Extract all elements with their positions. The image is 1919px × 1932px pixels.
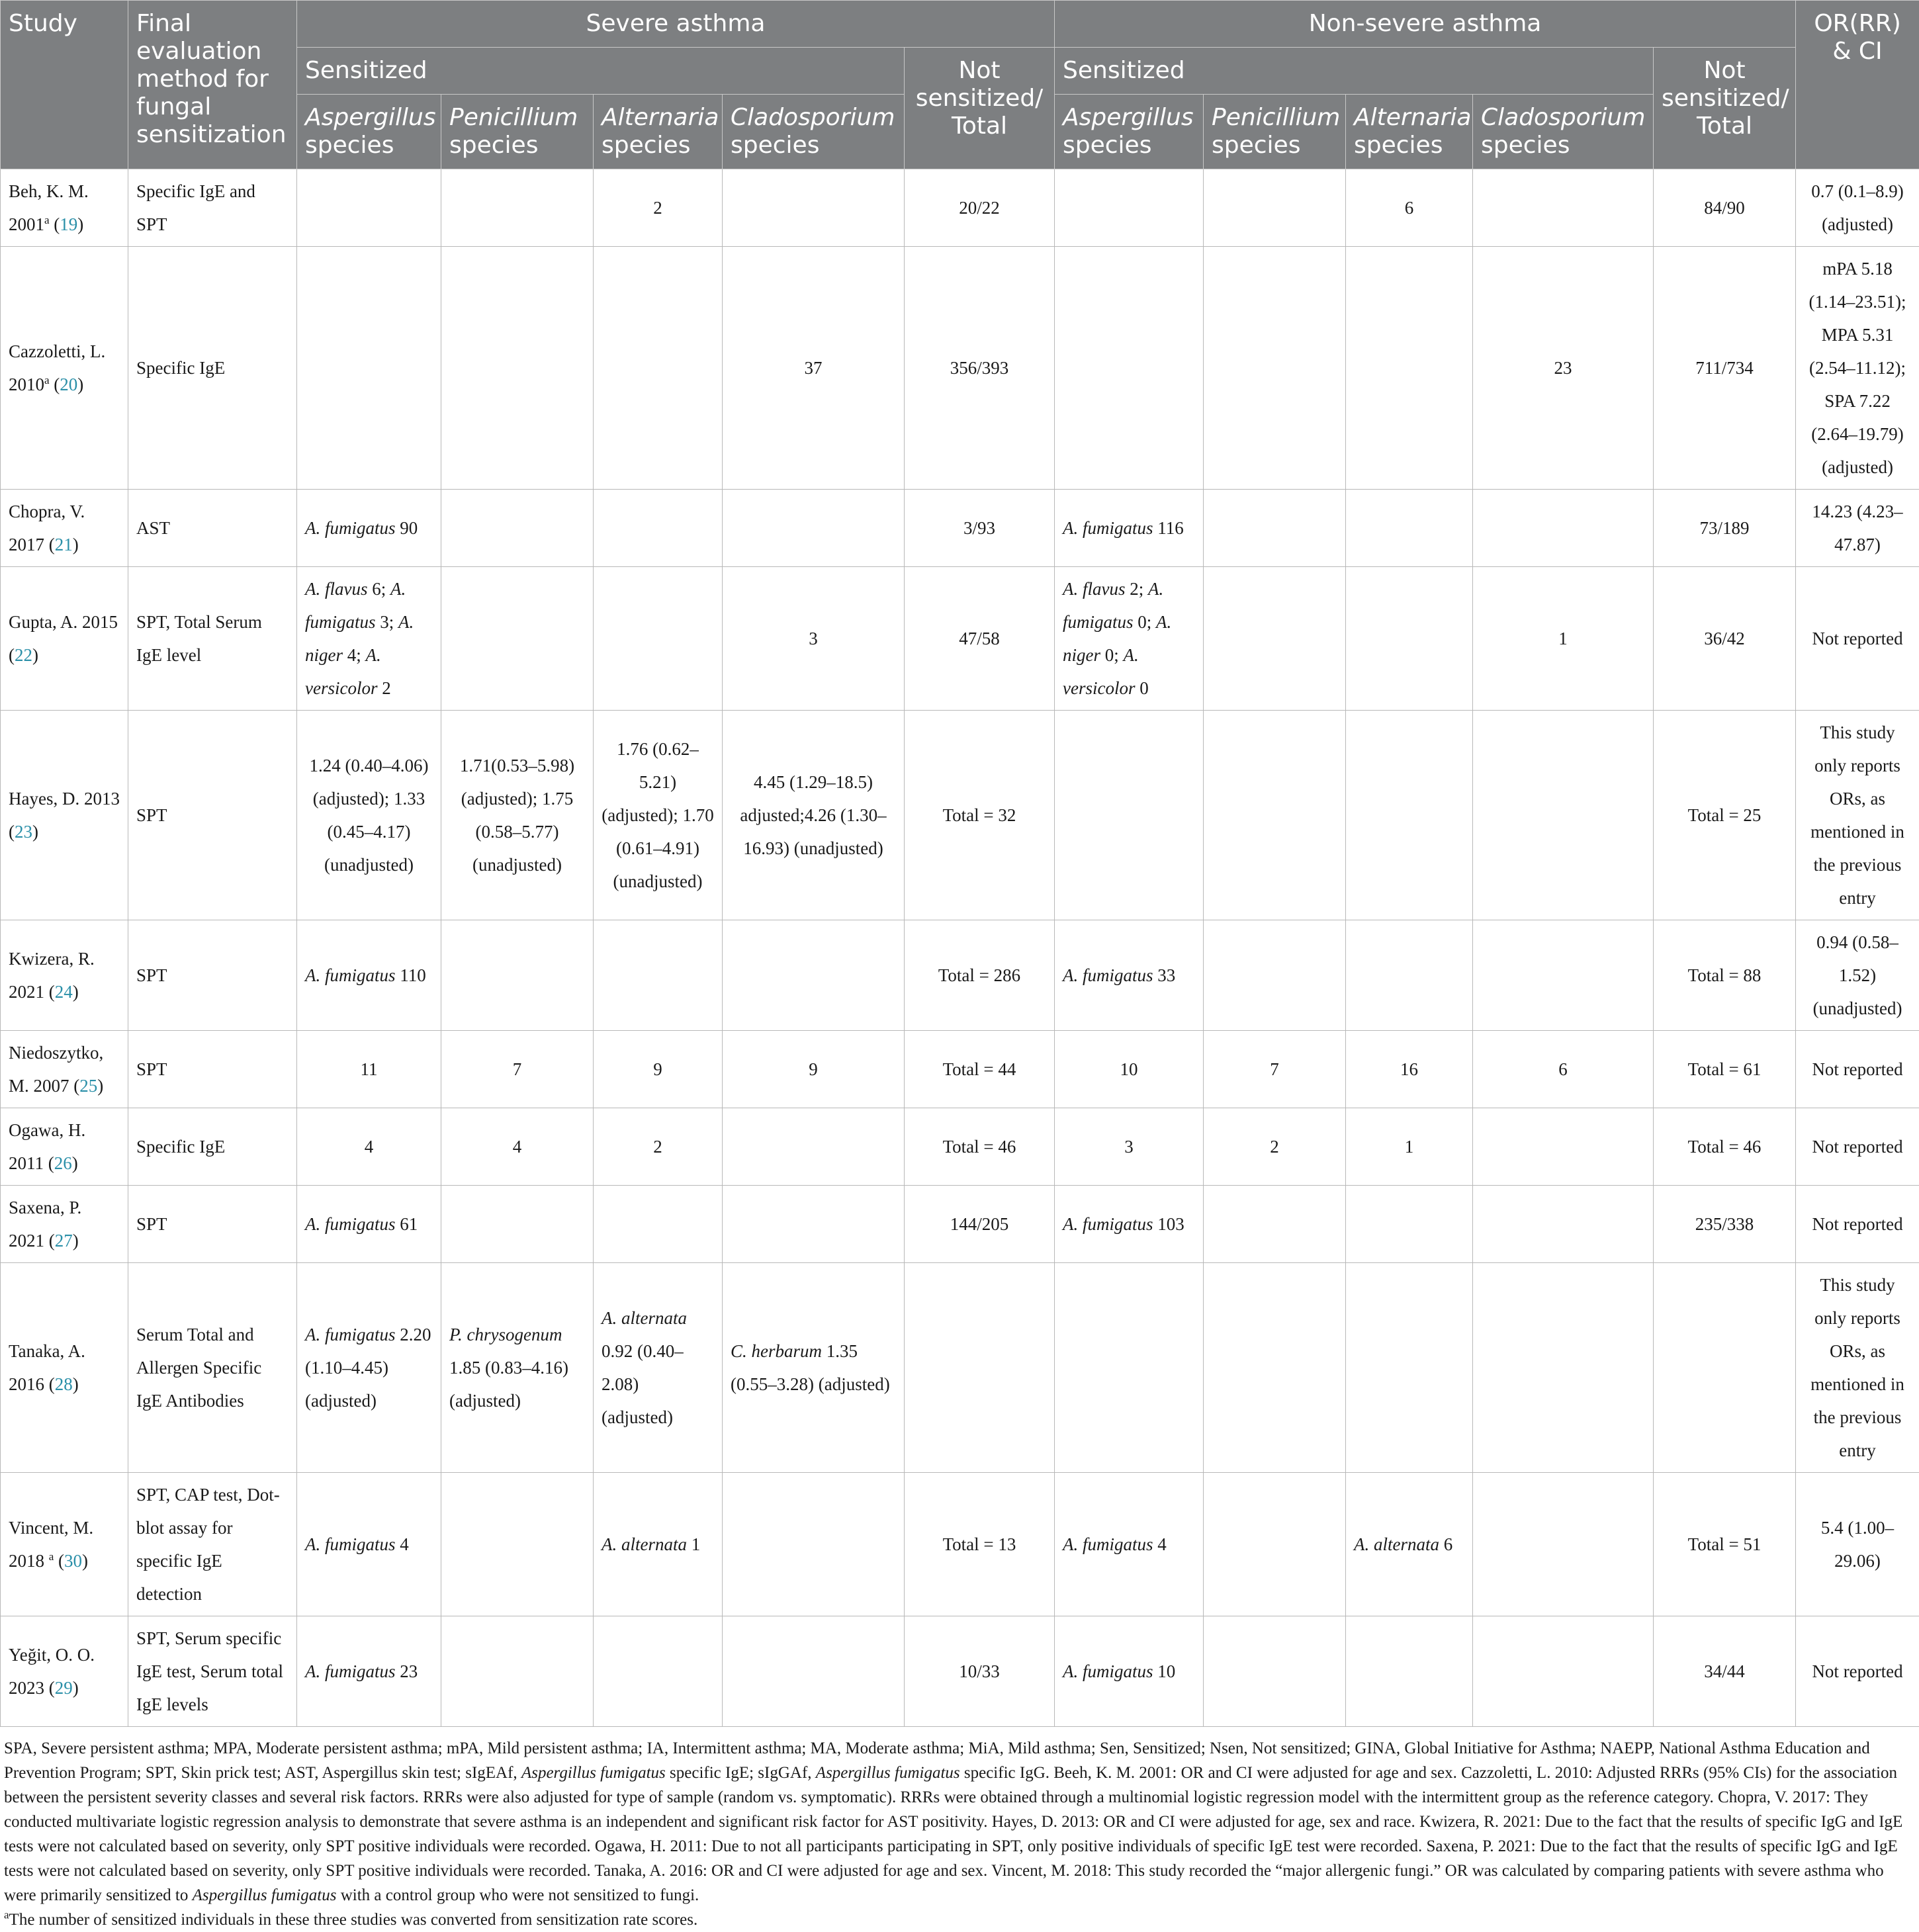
header-species-penicillium-nonsevere xyxy=(1204,95,1346,169)
header-sensitized-nonsevere: Sensitized xyxy=(1055,48,1654,95)
data-cell xyxy=(1204,920,1346,1031)
study-author: Vincent, M. xyxy=(9,1518,93,1538)
data-cell: Total = 13 xyxy=(905,1473,1055,1616)
data-cell xyxy=(1204,1616,1346,1727)
header-not-sensitized-nonsevere: Not sensitized/ Total xyxy=(1654,48,1796,169)
data-cell: Total = 51 xyxy=(1654,1473,1796,1616)
footnote-a xyxy=(4,1908,1915,1932)
data-cell xyxy=(1204,1186,1346,1263)
reference-link[interactable]: 22 xyxy=(15,645,32,665)
header-or-ci: OR(RR) & CI xyxy=(1796,1,1919,169)
footnote-marker: a xyxy=(44,374,50,386)
reference-link[interactable]: 21 xyxy=(55,535,73,554)
or-ci-cell: mPA 5.18 (1.14–23.51); MPA 5.31 (2.54–11.12); SPA 7.22 (2.64–19.79) (adjusted) xyxy=(1796,247,1919,490)
data-cell: 10/33 xyxy=(905,1616,1055,1727)
data-cell xyxy=(1346,1186,1473,1263)
footnote-a-text: The number of sensitized individuals in these three studies was converted from sensitization rate scores. xyxy=(9,1911,698,1929)
data-cell xyxy=(594,920,723,1031)
data-cell xyxy=(297,169,441,247)
data-cell xyxy=(1473,1263,1654,1473)
study-year: 2016 xyxy=(9,1374,44,1394)
data-cell: 356/393 xyxy=(905,247,1055,490)
table-row xyxy=(1,490,1919,567)
data-cell: 3 xyxy=(723,567,905,711)
reference-link[interactable]: 24 xyxy=(55,982,73,1002)
data-cell: 11 xyxy=(297,1031,441,1108)
data-cell xyxy=(1473,1186,1654,1263)
data-cell: 6 xyxy=(1346,169,1473,247)
data-cell xyxy=(1346,1616,1473,1727)
data-cell: 7 xyxy=(1204,1031,1346,1108)
study-year: 2017 xyxy=(9,535,44,554)
data-cell: 1 xyxy=(1473,567,1654,711)
data-cell xyxy=(441,920,594,1031)
data-cell: A. alternata 6 xyxy=(1346,1473,1473,1616)
data-cell xyxy=(723,169,905,247)
data-cell: Total = 88 xyxy=(1654,920,1796,1031)
data-cell: 3/93 xyxy=(905,490,1055,567)
species-suffix: species xyxy=(731,132,819,159)
species-suffix: species xyxy=(1354,132,1443,159)
study-author: Saxena, P. xyxy=(9,1198,81,1217)
data-cell: 4 xyxy=(297,1108,441,1186)
data-cell: 235/338 xyxy=(1654,1186,1796,1263)
data-cell xyxy=(1055,1263,1204,1473)
header-final-method: Final evaluation method for fungal sensitization xyxy=(128,1,297,169)
data-cell: P. chrysogenum 1.85 (0.83–4.16) (adjusted) xyxy=(441,1263,594,1473)
data-cell xyxy=(1204,169,1346,247)
reference-link[interactable]: 28 xyxy=(55,1374,73,1394)
data-cell xyxy=(594,247,723,490)
data-cell xyxy=(441,169,594,247)
data-cell xyxy=(594,1616,723,1727)
species-genus: Penicillium xyxy=(1212,104,1340,131)
data-cell xyxy=(297,247,441,490)
data-cell: A. flavus 6; A. fumigatus 3; A. niger 4; A. versicolor 2 xyxy=(297,567,441,711)
header-species-aspergillus-severe xyxy=(297,95,441,169)
data-cell: Total = 61 xyxy=(1654,1031,1796,1108)
footnote-marker: a xyxy=(49,1550,54,1563)
data-cell: 4 xyxy=(441,1108,594,1186)
study-author: Ogawa, H. xyxy=(9,1120,85,1140)
species-genus: Penicillium xyxy=(449,104,578,131)
table-footnotes xyxy=(0,1727,1919,1932)
species-suffix: species xyxy=(1063,132,1151,159)
data-cell xyxy=(441,490,594,567)
data-cell xyxy=(441,1616,594,1727)
data-cell: A. fumigatus 90 xyxy=(297,490,441,567)
data-cell: A. fumigatus 103 xyxy=(1055,1186,1204,1263)
table-row xyxy=(1,1186,1919,1263)
data-cell: C. herbarum 1.35 (0.55–3.28) (adjusted) xyxy=(723,1263,905,1473)
study-cell: Niedoszytko, M. 2007 (25) xyxy=(1,1031,128,1108)
data-cell: Total = 44 xyxy=(905,1031,1055,1108)
data-cell xyxy=(1055,711,1204,920)
table-row xyxy=(1,1616,1919,1727)
data-cell xyxy=(1204,490,1346,567)
data-cell xyxy=(723,490,905,567)
table-row xyxy=(1,920,1919,1031)
or-ci-cell: This study only reports ORs, as mentioned in the previous entry xyxy=(1796,711,1919,920)
data-cell: Total = 25 xyxy=(1654,711,1796,920)
header-species-cladosporium-severe xyxy=(723,95,905,169)
data-cell: 23 xyxy=(1473,247,1654,490)
study-year: 2021 xyxy=(9,1231,44,1251)
reference-link[interactable]: 25 xyxy=(79,1076,97,1096)
study-author: Tanaka, A. xyxy=(9,1341,85,1361)
study-cell: Cazzoletti, L. 2010$^a$ (20) xyxy=(1,247,128,490)
footnote-a-mark: a xyxy=(4,1909,9,1921)
data-cell xyxy=(723,1186,905,1263)
study-cell: Chopra, V. 2017 (21) xyxy=(1,490,128,567)
data-cell: 2 xyxy=(594,169,723,247)
data-cell: 37 xyxy=(723,247,905,490)
table-row xyxy=(1,711,1919,920)
data-cell: A. fumigatus 10 xyxy=(1055,1616,1204,1727)
data-cell: 1 xyxy=(1346,1108,1473,1186)
method-cell: SPT xyxy=(128,1186,297,1263)
data-cell xyxy=(594,1186,723,1263)
data-cell xyxy=(1346,490,1473,567)
or-ci-cell: Not reported xyxy=(1796,1616,1919,1727)
data-cell: A. fumigatus 4 xyxy=(297,1473,441,1616)
species-suffix: species xyxy=(602,132,690,159)
header-not-sensitized-severe: Not sensitized/ Total xyxy=(905,48,1055,169)
data-cell: A. fumigatus 23 xyxy=(297,1616,441,1727)
data-cell: Total = 46 xyxy=(1654,1108,1796,1186)
study-author: Hayes, D. xyxy=(9,789,84,809)
study-year: 2021 xyxy=(9,982,44,1002)
table-body xyxy=(1,169,1919,1727)
data-cell xyxy=(441,1473,594,1616)
data-cell xyxy=(1473,490,1654,567)
species-genus: Aspergillus xyxy=(305,104,436,131)
species-genus: Alternaria xyxy=(602,104,719,131)
data-cell: 47/58 xyxy=(905,567,1055,711)
study-year: 2013 xyxy=(84,789,120,809)
or-ci-cell: Not reported xyxy=(1796,1031,1919,1108)
data-cell xyxy=(1473,711,1654,920)
header-study: Study xyxy=(1,1,128,169)
study-cell: Beh, K. M. 2001$^a$ (19) xyxy=(1,169,128,247)
study-cell: Vincent, M. 2018 $^a$ (30) xyxy=(1,1473,128,1616)
study-year: 2001 xyxy=(9,214,44,234)
species-suffix: species xyxy=(305,132,394,159)
method-cell: Specific IgE xyxy=(128,1108,297,1186)
data-cell: 20/22 xyxy=(905,169,1055,247)
data-cell: 9 xyxy=(594,1031,723,1108)
data-cell xyxy=(1204,711,1346,920)
table-row xyxy=(1,1108,1919,1186)
header-species-aspergillus-nonsevere xyxy=(1055,95,1204,169)
or-ci-cell: Not reported xyxy=(1796,1108,1919,1186)
data-cell xyxy=(594,490,723,567)
study-cell: Ogawa, H. 2011 (26) xyxy=(1,1108,128,1186)
species-suffix: species xyxy=(449,132,538,159)
footnote-marker: a xyxy=(44,214,50,226)
table-row xyxy=(1,1031,1919,1108)
data-cell: 4.45 (1.29–18.5) adjusted;4.26 (1.30–16.93) (unadjusted) xyxy=(723,711,905,920)
or-ci-cell: 0.7 (0.1–8.9) (adjusted) xyxy=(1796,169,1919,247)
or-ci-cell: 14.23 (4.23–47.87) xyxy=(1796,490,1919,567)
method-cell: SPT xyxy=(128,920,297,1031)
data-cell: 34/44 xyxy=(1654,1616,1796,1727)
data-cell xyxy=(1204,247,1346,490)
data-cell: 2 xyxy=(1204,1108,1346,1186)
data-cell xyxy=(1473,169,1654,247)
footnote-abbreviations: SPA, Severe persistent asthma; MPA, Moderate persistent asthma; mPA, Mild persistent asthma; IA, Intermittent asthma; MA, Moderate asthma; MiA, Mild asthma; Sen, Sensitized; Nsen, Not sensitized; GINA, Global Initiative for Asthma; NAEPP, National Asthma Education and Prevention Program; SPT, Skin prick test; AST, Aspergillus skin test; sIgEAf, Aspergillus fumigatus specific IgE; sIgGAf, Aspergillus fumigatus specific IgG. Beeh, K. M. 2001: OR and CI were adjusted for age and sex. Cazzoletti, L. 2010: Adjusted RRRs (95% CIs) for the association between the persistent severity classes and several risk factors. RRRs were also adjusted for type of sample (random vs. symptomatic). RRRs were obtained through a multinomial logistic regression model with the intermittent group as the reference category. Chopra, V. 2017: They conducted multivariate logistic regression analysis to demonstrate that severe asthma is an independent and significant risk factor for AST positivity. Hayes, D. 2013: OR and CI were adjusted for age, sex and race. Kwizera, R. 2021: Due to the fact that the results of specific IgG and IgE tests were not calculated based on severity, only SPT positive individuals were recorded. Ogawa, H. 2011: Due to not all participants participating in SPT, only positive individuals of specific IgE test were recorded. Saxena, P. 2021: Due to the fact that the results of specific IgG and IgE tests were not calculated based on severity, only SPT positive individuals were recorded. Tanaka, A. 2016: OR and CI were adjusted for age and sex. Vincent, M. 2018: This study recorded the “major allergenic fungi.” OR was calculated by comparing patients with severe asthma who were primarily sensitized to Aspergillus fumigatus with a control group who were not sensitized to fungi. xyxy=(4,1736,1915,1908)
data-cell xyxy=(723,1473,905,1616)
data-cell xyxy=(594,567,723,711)
study-cell: Yeğit, O. O. 2023 (29) xyxy=(1,1616,128,1727)
study-year: 2018 xyxy=(9,1551,49,1571)
data-cell: 3 xyxy=(1055,1108,1204,1186)
study-year: 2010 xyxy=(9,374,44,394)
table-row xyxy=(1,1473,1919,1616)
study-year: 2007 xyxy=(34,1076,69,1096)
data-cell: A. fumigatus 2.20 (1.10–4.45) (adjusted) xyxy=(297,1263,441,1473)
method-cell: SPT, CAP test, Dot-blot assay for specific IgE detection xyxy=(128,1473,297,1616)
method-cell: Specific IgE and SPT xyxy=(128,169,297,247)
data-cell: 84/90 xyxy=(1654,169,1796,247)
species-suffix: species xyxy=(1212,132,1300,159)
header-species-alternaria-nonsevere xyxy=(1346,95,1473,169)
study-author: Niedoszytko, M. xyxy=(9,1043,103,1096)
method-cell: SPT xyxy=(128,711,297,920)
data-cell: Total = 46 xyxy=(905,1108,1055,1186)
data-cell xyxy=(441,567,594,711)
or-ci-cell: 5.4 (1.00–29.06) xyxy=(1796,1473,1919,1616)
reference-link[interactable]: 29 xyxy=(55,1678,73,1698)
data-cell: 73/189 xyxy=(1654,490,1796,567)
table-row xyxy=(1,247,1919,490)
species-genus: Alternaria xyxy=(1354,104,1471,131)
header-species-penicillium-severe xyxy=(441,95,594,169)
data-cell: 36/42 xyxy=(1654,567,1796,711)
method-cell: AST xyxy=(128,490,297,567)
study-cell: Gupta, A. 2015 (22) xyxy=(1,567,128,711)
data-cell: A. fumigatus 110 xyxy=(297,920,441,1031)
data-cell: 711/734 xyxy=(1654,247,1796,490)
data-cell xyxy=(1473,1616,1654,1727)
reference-link[interactable]: 26 xyxy=(54,1153,72,1173)
data-cell xyxy=(441,247,594,490)
data-cell xyxy=(1204,1263,1346,1473)
data-cell: A. alternata 0.92 (0.40–2.08) (adjusted) xyxy=(594,1263,723,1473)
reference-link[interactable]: 30 xyxy=(64,1551,82,1571)
header-severe-asthma: Severe asthma xyxy=(297,1,1055,48)
data-cell: A. alternata 1 xyxy=(594,1473,723,1616)
data-cell xyxy=(1473,920,1654,1031)
or-ci-cell: Not reported xyxy=(1796,567,1919,711)
data-cell xyxy=(1473,1473,1654,1616)
data-cell: 144/205 xyxy=(905,1186,1055,1263)
data-cell xyxy=(1346,247,1473,490)
reference-link[interactable]: 20 xyxy=(60,374,77,394)
study-cell: Tanaka, A. 2016 (28) xyxy=(1,1263,128,1473)
data-cell xyxy=(1346,920,1473,1031)
data-cell xyxy=(1346,711,1473,920)
data-cell: 7 xyxy=(441,1031,594,1108)
species-suffix: species xyxy=(1481,132,1570,159)
data-cell: A. fumigatus 4 xyxy=(1055,1473,1204,1616)
data-cell: 2 xyxy=(594,1108,723,1186)
data-cell: 10 xyxy=(1055,1031,1204,1108)
data-cell xyxy=(1654,1263,1796,1473)
study-author: Chopra, V. xyxy=(9,502,85,521)
data-cell xyxy=(1055,247,1204,490)
study-author: Beh, K. M. xyxy=(9,181,89,201)
data-cell: A. flavus 2; A. fumigatus 0; A. niger 0; A. versicolor 0 xyxy=(1055,567,1204,711)
table-row xyxy=(1,169,1919,247)
data-cell: Total = 286 xyxy=(905,920,1055,1031)
study-cell: Kwizera, R. 2021 (24) xyxy=(1,920,128,1031)
data-cell: 9 xyxy=(723,1031,905,1108)
data-cell xyxy=(1346,567,1473,711)
species-genus: Aspergillus xyxy=(1063,104,1194,131)
data-cell: 1.76 (0.62–5.21) (adjusted); 1.70 (0.61–4.91) (unadjusted) xyxy=(594,711,723,920)
data-cell xyxy=(905,1263,1055,1473)
or-ci-cell: Not reported xyxy=(1796,1186,1919,1263)
header-species-cladosporium-nonsevere xyxy=(1473,95,1654,169)
data-cell xyxy=(1473,1108,1654,1186)
table-row xyxy=(1,567,1919,711)
species-genus: Cladosporium xyxy=(731,104,895,131)
data-cell xyxy=(1204,567,1346,711)
reference-link[interactable]: 23 xyxy=(15,822,32,842)
reference-link[interactable]: 19 xyxy=(60,214,77,234)
data-cell: 1.71(0.53–5.98) (adjusted); 1.75 (0.58–5.77) (unadjusted) xyxy=(441,711,594,920)
method-cell: Specific IgE xyxy=(128,247,297,490)
header-sensitized-severe: Sensitized xyxy=(297,48,905,95)
data-cell xyxy=(723,1108,905,1186)
header-non-severe-asthma: Non-severe asthma xyxy=(1055,1,1796,48)
study-author: Yeğit, O. O. xyxy=(9,1645,95,1665)
table-row xyxy=(1,1263,1919,1473)
study-author: Cazzoletti, L. xyxy=(9,341,105,361)
study-author: Gupta, A. xyxy=(9,612,82,632)
study-year: 2023 xyxy=(9,1678,44,1698)
data-cell: 1.24 (0.40–4.06) (adjusted); 1.33 (0.45–4.17) (unadjusted) xyxy=(297,711,441,920)
data-cell: 16 xyxy=(1346,1031,1473,1108)
data-cell xyxy=(723,920,905,1031)
data-cell xyxy=(441,1186,594,1263)
data-cell: 6 xyxy=(1473,1031,1654,1108)
method-cell: Serum Total and Allergen Specific IgE Antibodies xyxy=(128,1263,297,1473)
study-cell: Saxena, P. 2021 (27) xyxy=(1,1186,128,1263)
method-cell: SPT, Serum specific IgE test, Serum total IgE levels xyxy=(128,1616,297,1727)
study-year: 2015 xyxy=(82,612,118,632)
data-cell: A. fumigatus 61 xyxy=(297,1186,441,1263)
data-cell: Total = 32 xyxy=(905,711,1055,920)
data-cell xyxy=(723,1616,905,1727)
data-cell xyxy=(1346,1263,1473,1473)
data-cell: A. fumigatus 116 xyxy=(1055,490,1204,567)
data-cell xyxy=(1204,1473,1346,1616)
method-cell: SPT xyxy=(128,1031,297,1108)
study-author: Kwizera, R. xyxy=(9,949,95,969)
reference-link[interactable]: 27 xyxy=(55,1231,73,1251)
species-genus: Cladosporium xyxy=(1481,104,1645,131)
study-year: 2011 xyxy=(9,1153,44,1173)
method-cell: SPT, Total Serum IgE level xyxy=(128,567,297,711)
study-cell: Hayes, D. 2013 (23) xyxy=(1,711,128,920)
or-ci-cell: This study only reports ORs, as mentioned in the previous entry xyxy=(1796,1263,1919,1473)
or-ci-cell: 0.94 (0.58–1.52) (unadjusted) xyxy=(1796,920,1919,1031)
header-species-alternaria-severe xyxy=(594,95,723,169)
data-cell: A. fumigatus 33 xyxy=(1055,920,1204,1031)
data-cell xyxy=(1055,169,1204,247)
